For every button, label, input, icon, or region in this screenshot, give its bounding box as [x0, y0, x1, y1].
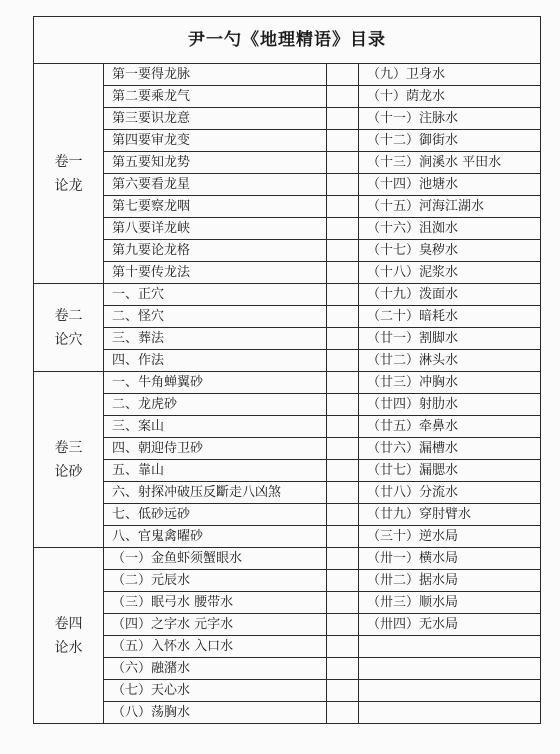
right-item [359, 658, 541, 680]
empty-cell [327, 130, 359, 152]
volume-topic: 论水 [54, 639, 83, 656]
title-row [34, 17, 541, 64]
right-item: （三十）逆水局 [359, 526, 541, 548]
empty-cell [327, 86, 359, 108]
left-item: （五）入怀水 入口水 [104, 636, 327, 658]
table-row [34, 86, 541, 108]
empty-cell [327, 504, 359, 526]
right-item: （九）卫身水 [359, 64, 541, 86]
volume-name: 卷四 [54, 615, 83, 632]
volume-cell [34, 64, 104, 284]
right-item: （廿三）冲胸水 [359, 372, 541, 394]
empty-cell [327, 284, 359, 306]
left-item: 四、作法 [104, 350, 327, 372]
left-item: 八、官鬼禽曜砂 [104, 526, 327, 548]
table-row [34, 394, 541, 416]
left-item: 第七要察龙咽 [104, 196, 327, 218]
table-row [34, 438, 541, 460]
right-item: （卅一）横水局 [359, 548, 541, 570]
table-row [34, 416, 541, 438]
empty-cell [327, 526, 359, 548]
right-item: （十五）河海江湖水 [359, 196, 541, 218]
left-item: 第六要看龙星 [104, 174, 327, 196]
right-item: （十三）涧溪水 平田水 [359, 152, 541, 174]
empty-cell [327, 614, 359, 636]
right-item: （卅四）无水局 [359, 614, 541, 636]
table-row [34, 174, 541, 196]
empty-cell [327, 658, 359, 680]
volume-name: 卷三 [54, 439, 83, 456]
left-item: 一、牛角蝉翼砂 [104, 372, 327, 394]
table-row [34, 262, 541, 284]
table-row [34, 570, 541, 592]
empty-cell [327, 328, 359, 350]
left-item: 第十要传龙法 [104, 262, 327, 284]
volume-cell [34, 548, 104, 724]
table-row [34, 152, 541, 174]
left-item: 二、龙虎砂 [104, 394, 327, 416]
table-row [34, 108, 541, 130]
right-item: （廿七）漏腮水 [359, 460, 541, 482]
left-item: 五、靠山 [104, 460, 327, 482]
left-item: 一、正穴 [104, 284, 327, 306]
table-row [34, 614, 541, 636]
right-item: （廿六）漏槽水 [359, 438, 541, 460]
table-row [34, 548, 541, 570]
table-row [34, 680, 541, 702]
right-item: （廿八）分流水 [359, 482, 541, 504]
left-item: 第三要识龙意 [104, 108, 327, 130]
empty-cell [327, 702, 359, 724]
table-row [34, 328, 541, 350]
left-item: 二、怪穴 [104, 306, 327, 328]
empty-cell [327, 240, 359, 262]
table-row [34, 482, 541, 504]
volume-topic: 论龙 [54, 177, 83, 194]
empty-cell [327, 262, 359, 284]
empty-cell [327, 152, 359, 174]
left-item: （六）融潴水 [104, 658, 327, 680]
right-item: （廿九）穿肘臂水 [359, 504, 541, 526]
empty-cell [327, 372, 359, 394]
table-row [34, 130, 541, 152]
page-title: 尹一勺《地理精语》目录 [34, 17, 541, 64]
left-item: 第九要论龙格 [104, 240, 327, 262]
empty-cell [327, 416, 359, 438]
table-row [34, 592, 541, 614]
volume-cell [34, 372, 104, 548]
left-item: 四、朝迎侍卫砂 [104, 438, 327, 460]
right-item: （十四）池塘水 [359, 174, 541, 196]
left-item: 第四要审龙变 [104, 130, 327, 152]
table-row [34, 658, 541, 680]
left-item: （二）元辰水 [104, 570, 327, 592]
left-item: 第一要得龙脉 [104, 64, 327, 86]
empty-cell [327, 636, 359, 658]
table-row [34, 240, 541, 262]
empty-cell [327, 350, 359, 372]
empty-cell [327, 174, 359, 196]
volume-topic: 论砂 [54, 463, 83, 480]
volume-cell [34, 284, 104, 372]
empty-cell [327, 570, 359, 592]
left-item: （三）眠弓水 腰带水 [104, 592, 327, 614]
left-item: 三、葬法 [104, 328, 327, 350]
table-row [34, 284, 541, 306]
table-row [34, 460, 541, 482]
left-item: （七）天心水 [104, 680, 327, 702]
table-row [34, 372, 541, 394]
right-item [359, 702, 541, 724]
table-row [34, 64, 541, 86]
right-item: （廿二）淋头水 [359, 350, 541, 372]
contents-table [33, 16, 541, 724]
empty-cell [327, 592, 359, 614]
left-item: 七、低砂远砂 [104, 504, 327, 526]
left-item: （四）之字水 元字水 [104, 614, 327, 636]
empty-cell [327, 438, 359, 460]
empty-cell [327, 218, 359, 240]
right-item: （十九）泼面水 [359, 284, 541, 306]
table-row [34, 196, 541, 218]
right-item: （廿四）射肋水 [359, 394, 541, 416]
right-item: （廿五）牵鼻水 [359, 416, 541, 438]
table-row [34, 504, 541, 526]
table-row [34, 350, 541, 372]
left-item: 六、射探冲破压反斷走八凶煞 [104, 482, 327, 504]
empty-cell [327, 306, 359, 328]
right-item: （十六）沮洳水 [359, 218, 541, 240]
right-item: （十八）泥浆水 [359, 262, 541, 284]
left-item: 三、案山 [104, 416, 327, 438]
table-row [34, 218, 541, 240]
empty-cell [327, 196, 359, 218]
left-item: （八）荡胸水 [104, 702, 327, 724]
empty-cell [327, 460, 359, 482]
left-item: 第二要乘龙气 [104, 86, 327, 108]
table-row [34, 526, 541, 548]
right-item [359, 680, 541, 702]
right-item [359, 636, 541, 658]
empty-cell [327, 482, 359, 504]
right-item: （二十）暗耗水 [359, 306, 541, 328]
right-item: （卅三）顺水局 [359, 592, 541, 614]
empty-cell [327, 548, 359, 570]
empty-cell [327, 680, 359, 702]
left-item: （一）金鱼虾须蟹眼水 [104, 548, 327, 570]
right-item: （十七）臭秽水 [359, 240, 541, 262]
right-item: （十）荫龙水 [359, 86, 541, 108]
right-item: （廿一）割脚水 [359, 328, 541, 350]
volume-name: 卷二 [54, 307, 83, 324]
empty-cell [327, 108, 359, 130]
table-row [34, 702, 541, 724]
table-row [34, 306, 541, 328]
right-item: （卅二）据水局 [359, 570, 541, 592]
left-item: 第五要知龙势 [104, 152, 327, 174]
left-item: 第八要详龙峡 [104, 218, 327, 240]
empty-cell [327, 394, 359, 416]
volume-topic: 论穴 [54, 331, 83, 348]
table-row [34, 636, 541, 658]
empty-cell [327, 64, 359, 86]
volume-name: 卷一 [54, 153, 83, 170]
right-item: （十一）注脉水 [359, 108, 541, 130]
right-item: （十二）御街水 [359, 130, 541, 152]
